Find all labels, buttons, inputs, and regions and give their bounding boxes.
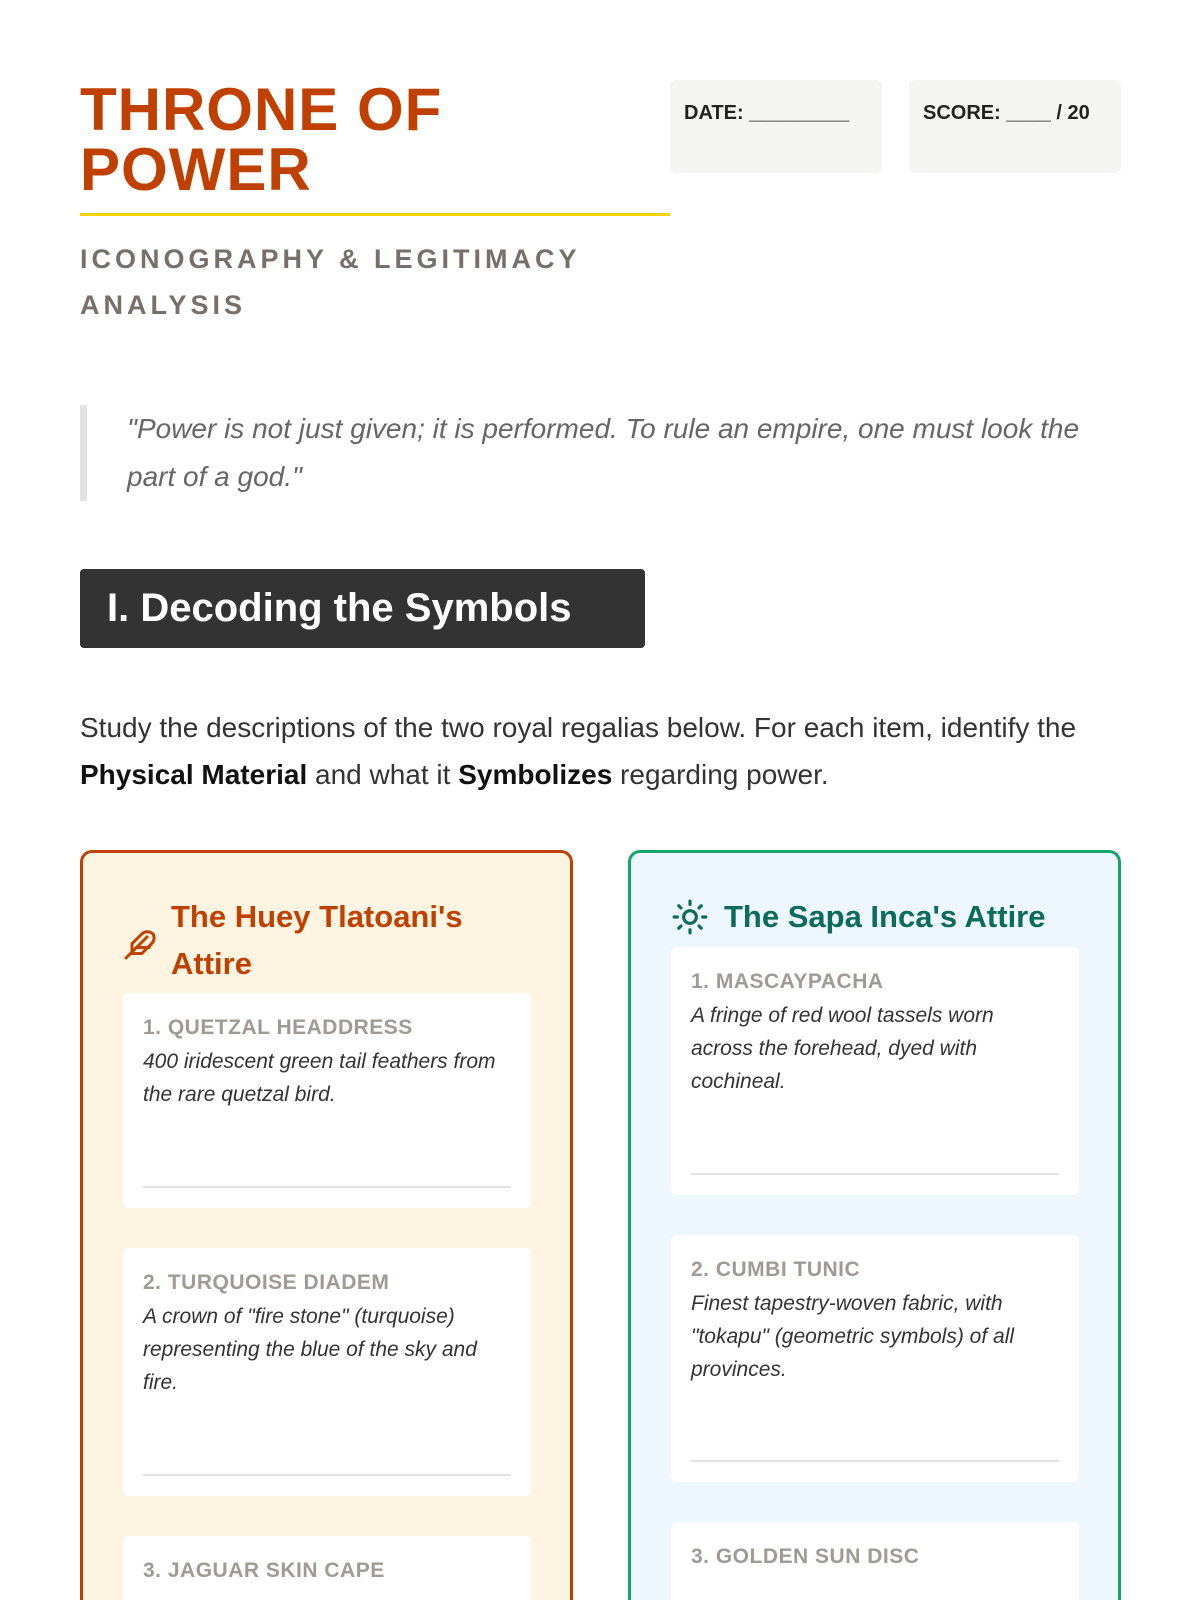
item-description: A crown of "fire stone" (turquoise) representing the blue of the sky and fire. [143, 1305, 477, 1394]
sun-icon [671, 898, 709, 936]
intro-text: and what it [307, 759, 459, 790]
card-title: The Huey Tlatoani's Attire [171, 899, 463, 981]
answer-line[interactable] [143, 1474, 511, 1476]
item-label: 2. TURQUOISE DIADEM [143, 1271, 390, 1294]
date-field[interactable]: DATE: _________ [670, 80, 882, 173]
section-heading: I. Decoding the Symbols [80, 569, 645, 648]
page-title: THRONE OF POWER [80, 76, 443, 203]
intro-bold-symbolizes: Symbolizes [458, 759, 613, 790]
item-label: 3. GOLDEN SUN DISC [691, 1545, 920, 1568]
title-underline [80, 213, 670, 216]
item-description: Finest tapestry-woven fabric, with "tokapu" (geometric symbols) of all provinces. [691, 1292, 1015, 1381]
item-label: 1. QUETZAL HEADDRESS [143, 1016, 413, 1039]
intro-text: regarding power. [612, 759, 829, 790]
inca-attire-card [628, 850, 1121, 1600]
aztec-attire-card [80, 850, 573, 1600]
item-card [671, 947, 1079, 1195]
answer-line[interactable] [691, 1173, 1059, 1175]
item-card [123, 1536, 531, 1603]
item-card [123, 993, 531, 1208]
item-card [671, 1235, 1079, 1482]
feather-icon [123, 925, 159, 961]
item-label: 3. JAGUAR SKIN CAPE [143, 1559, 385, 1582]
item-card [123, 1248, 531, 1496]
item-description: A fringe of red wool tassels worn across the forehead, dyed with cochineal. [691, 1004, 994, 1093]
item-label: 1. MASCAYPACHA [691, 970, 884, 993]
page-subtitle: ICONOGRAPHY & LEGITIMACY ANALYSIS [80, 244, 581, 320]
epigraph-quote: "Power is not just given; it is performed. To rule an empire, one must look the part of a god." [80, 405, 1120, 501]
instructions [80, 704, 1140, 798]
intro-text: Study the descriptions of the two royal regalias below. For each item, identify the [80, 712, 1077, 743]
item-description: 400 iridescent green tail feathers from the rare quetzal bird. [143, 1050, 496, 1106]
answer-line[interactable] [143, 1186, 511, 1188]
item-card [671, 1522, 1079, 1603]
item-label: 2. CUMBI TUNIC [691, 1258, 861, 1281]
answer-line[interactable] [691, 1460, 1059, 1462]
score-field[interactable]: SCORE: ____ / 20 [909, 80, 1121, 173]
intro-bold-material: Physical Material [80, 759, 308, 790]
card-title: The Sapa Inca's Attire [724, 899, 1046, 934]
